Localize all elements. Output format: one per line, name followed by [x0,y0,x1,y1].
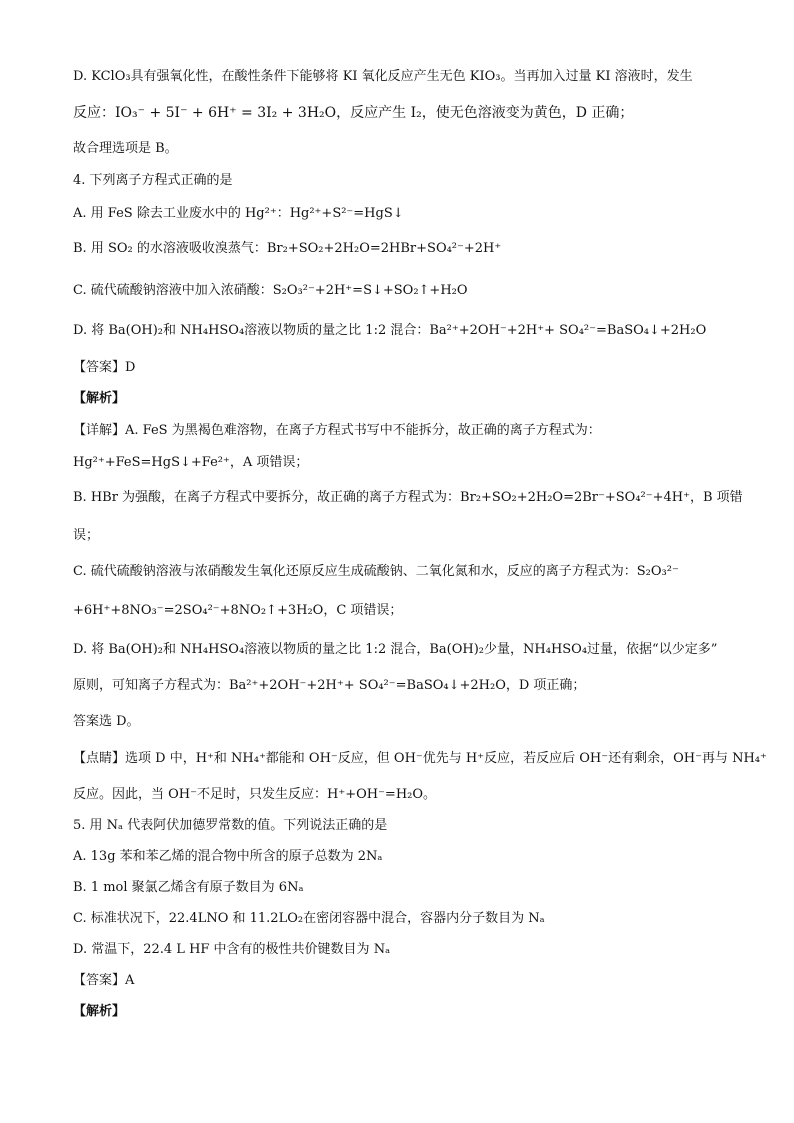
detail-d-line1: D. 将 Ba(OH)₂和 NH₄HSO₄溶液以物质的量之比 1:2 混合，Ba(OH)₂少量，NH₄HSO₄过量，依据“以少定多” [73,642,718,657]
text-line-reaction-equation: 反应：IO₃⁻ + 5I⁻ + 6H⁺ = 3I₂ + 3H₂O，反应产生 I₂，使无色溶液变为黄色，D 正确； [73,105,634,121]
final-answer: 答案选 D。 [73,714,140,729]
question-4-stem: 4. 下列离子方程式正确的是 [73,173,233,188]
text-line-option-d-kclo3: D. KClO₃具有强氧化性，在酸性条件下能够将 KI 氧化反应产生无色 KIO₃。当再加入过量 KI 溶液时，发生 [73,69,693,84]
tip-line1: 【点睛】选项 D 中，H⁺和 NH₄⁺都能和 OH⁻反应，但 OH⁻优先与 H⁺反应，若反应后 OH⁻还有剩余，OH⁻再与 NH₄⁺ [73,751,767,766]
question-5-option-d: D. 常温下，22.4 L HF 中含有的极性共价键数目为 Nₐ [73,942,391,957]
question-5-option-a: A. 13g 苯和苯乙烯的混合物中所含的原子总数为 2Nₐ [73,849,383,864]
question-5-option-b: B. 1 mol 聚氯乙烯含有原子数目为 6Nₐ [73,880,304,895]
question-4-option-d: D. 将 Ba(OH)₂和 NH₄HSO₄溶液以物质的量之比 1:2 混合：Ba²⁺+2OH⁻+2H⁺+ SO₄²⁻=BaSO₄↓+2H₂O [73,323,707,338]
analysis-heading-2: 【解析】 [73,1004,126,1019]
detail-c-line1: C. 硫代硫酸钠溶液与浓硝酸发生氧化还原反应生成硫酸钠、二氧化氮和水，反应的离子方程式为：S₂O₃²⁻ [73,564,679,579]
detail-b-line2: 误； [73,528,100,543]
detail-a-line2: Hg²⁺+FeS=HgS↓+Fe²⁺，A 项错误； [73,455,309,470]
question-4-option-b: B. 用 SO₂ 的水溶液吸收溴蒸气：Br₂+SO₂+2H₂O=2HBr+SO₄²⁻+2H⁺ [73,241,502,256]
answer-label-2: 【答案】A [73,973,135,988]
detail-c-line2: +6H⁺+8NO₃⁻=2SO₄²⁻+8NO₂↑+3H₂O，C 项错误； [73,603,403,618]
question-5-option-c: C. 标准状况下，22.4LNO 和 11.2LO₂在密闭容器中混合，容器内分子数目为 Nₐ [73,911,545,926]
question-5-stem: 5. 用 Nₐ 代表阿伏加德罗常数的值。下列说法正确的是 [73,818,388,833]
analysis-heading: 【解析】 [73,391,126,406]
question-4-option-a: A. 用 FeS 除去工业废水中的 Hg²⁺：Hg²⁺+S²⁻=HgS↓ [73,206,404,221]
answer-label: 【答案】D [73,360,136,375]
detail-d-line2: 原则，可知离子方程式为：Ba²⁺+2OH⁻+2H⁺+ SO₄²⁻=BaSO₄↓+2H₂O，D 项正确； [73,678,586,693]
question-4-option-c: C. 硫代硫酸钠溶液中加入浓硝酸：S₂O₃²⁻+2H⁺=S↓+SO₂↑+H₂O [73,283,468,298]
detail-b-line1: B. HBr 为强酸，在离子方程式中要拆分，故正确的离子方程式为：Br₂+SO₂+2H₂O=2Br⁻+SO₄²⁻+4H⁺，B 项错 [73,490,743,505]
detail-a-line1: 【详解】A. FeS 为黑褐色难溶物，在离子方程式书写中不能拆分，故正确的离子方程式为： [73,423,601,438]
text-line-answer-b: 故合理选项是 B。 [73,141,178,156]
tip-line2: 反应。因此，当 OH⁻不足时，只发生反应：H⁺+OH⁻=H₂O。 [73,787,437,802]
